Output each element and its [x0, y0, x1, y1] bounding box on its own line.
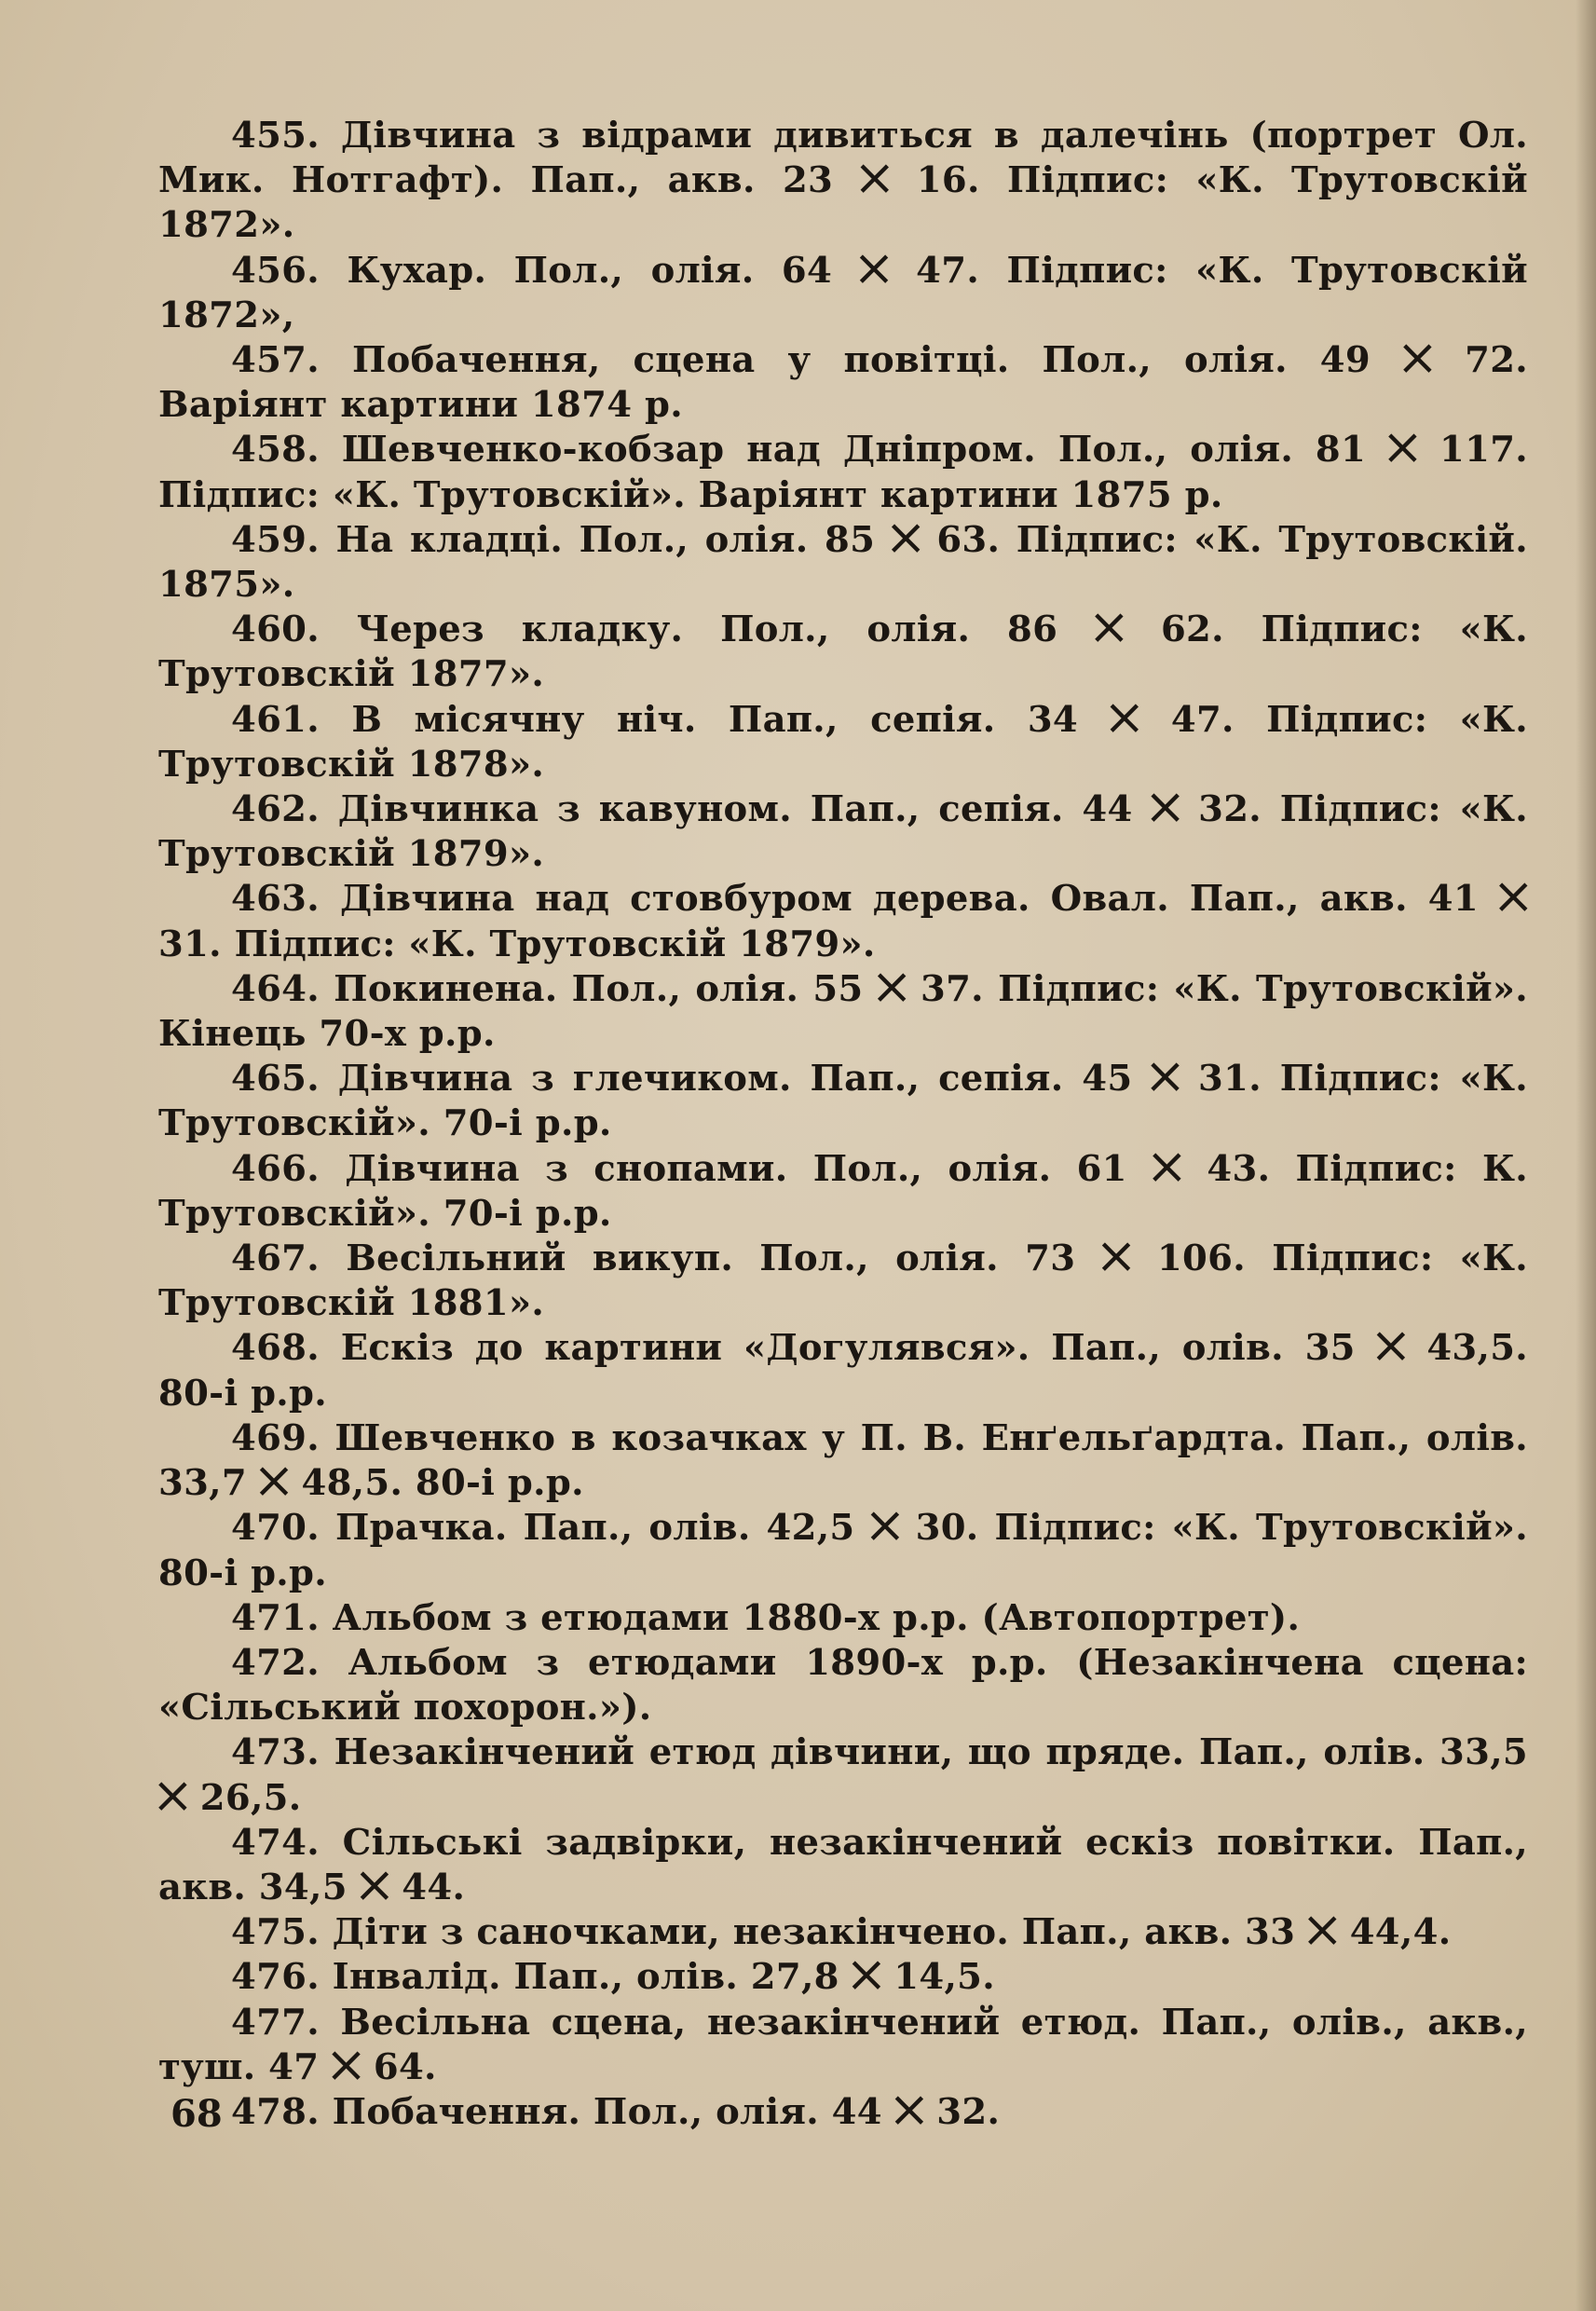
- catalog-entry-474: 474. Сільські задвірки, незакінчений ескіз повітки. Пап., акв. 34,5 ⨉ 44.: [158, 1821, 1528, 1908]
- catalog-entry-464: 464. Покинена. Пол., олія. 55 ⨉ 37. Підпис: «К. Трутовскій». Кінець 70-х р.р.: [158, 967, 1528, 1056]
- catalog-entry-456: 456. Кухар. Пол., олія. 64 ⨉ 47. Підпис: «К. Трутовскій 1872»,: [158, 249, 1528, 336]
- catalog-entry-470: 470. Прачка. Пап., олів. 42,5 ⨉ 30. Підпис: «К. Трутовскій». 80-і р.р.: [158, 1507, 1528, 1594]
- catalog-entry-473: 473. Незакінчений етюд дівчини, що пряде. Пап., олів. 33,5 ⨉ 26,5.: [158, 1731, 1528, 1819]
- catalog-entries: [158, 114, 1528, 2135]
- catalog-entry-455: 455. Дівчина з відрами дивиться в далечінь (портрет Ол. Мик. Нотгафт). Пап., акв. 23 ⨉ 16. Підпис: «К. Трутовскій 1872».: [158, 115, 1528, 247]
- catalog-entry-475: 475. Діти з саночками, незакінчено. Пап., акв. 33 ⨉ 44,4.: [231, 1911, 1452, 1954]
- catalog-entry-466: 466. Дівчина з снопами. Пол., олія. 61 ⨉ 43. Підпис: К. Трутовскій». 70-і р.р.: [158, 1147, 1528, 1235]
- catalog-entry-461: 461. В місячну ніч. Пап., сепія. 34 ⨉ 47. Підпис: «К. Трутовскій 1878».: [158, 698, 1528, 786]
- catalog-entry-472: 472. Альбом з етюдами 1890-х р.р. (Незакінчена сцена: «Сільський похорон.»).: [158, 1641, 1528, 1730]
- catalog-entry-460: 460. Через кладку. Пол., олія. 86 ⨉ 62. Підпис: «К. Трутовскій 1877».: [158, 609, 1528, 696]
- catalog-entry-468: 468. Ескіз до картини «Догулявся». Пап., олів. 35 ⨉ 43,5. 80-і р.р.: [158, 1327, 1528, 1415]
- page-number: 68: [171, 2092, 223, 2136]
- catalog-entry-462: 462. Дівчинка з кавуном. Пап., сепія. 44 ⨉ 32. Підпис: «К. Трутовскій 1879».: [158, 788, 1528, 876]
- catalog-entry-469: 469. Шевченко в козачках у П. В. Енґельґардта. Пап., олів. 33,7 ⨉ 48,5. 80-і р.р.: [158, 1416, 1528, 1505]
- catalog-entry-476: 476. Інвалід. Пап., олів. 27,8 ⨉ 14,5.: [231, 1956, 995, 1999]
- catalog-entry-471: 471. Альбом з етюдами 1880-х р.р. (Автопортрет).: [231, 1596, 1301, 1639]
- catalog-entry-465: 465. Дівчина з глечиком. Пап., сепія. 45 ⨉ 31. Підпис: «К. Трутовскій». 70-і р.р.: [158, 1058, 1528, 1145]
- page-edge-shadow: [1576, 0, 1596, 2311]
- catalog-entry-477: 477. Весільна сцена, незакінчений етюд. Пап., олів., акв., туш. 47 ⨉ 64.: [158, 2001, 1528, 2088]
- catalog-entry-463: 463. Дівчина над стовбуром дерева. Овал. Пап., акв. 41 ⨉ 31. Підпис: «К. Трутовскій 1879».: [158, 878, 1528, 965]
- catalog-entry-457: 457. Побачення, сцена у повітці. Пол., олія. 49 ⨉ 72. Варіянт картини 1874 р.: [158, 339, 1528, 427]
- catalog-entry-459: 459. На кладці. Пол., олія. 85 ⨉ 63. Підпис: «К. Трутовскій. 1875».: [158, 518, 1528, 607]
- catalog-entry-478: 478. Побачення. Пол., олія. 44 ⨉ 32.: [231, 2090, 1001, 2133]
- catalog-entry-467: 467. Весільний викуп. Пол., олія. 73 ⨉ 106. Підпис: «К. Трутовскій 1881».: [158, 1238, 1528, 1325]
- catalog-entry-458: 458. Шевченко-кобзар над Дніпром. Пол., олія. 81 ⨉ 117. Підпис: «К. Трутовскій». Варіянт картини 1875 р.: [158, 429, 1528, 516]
